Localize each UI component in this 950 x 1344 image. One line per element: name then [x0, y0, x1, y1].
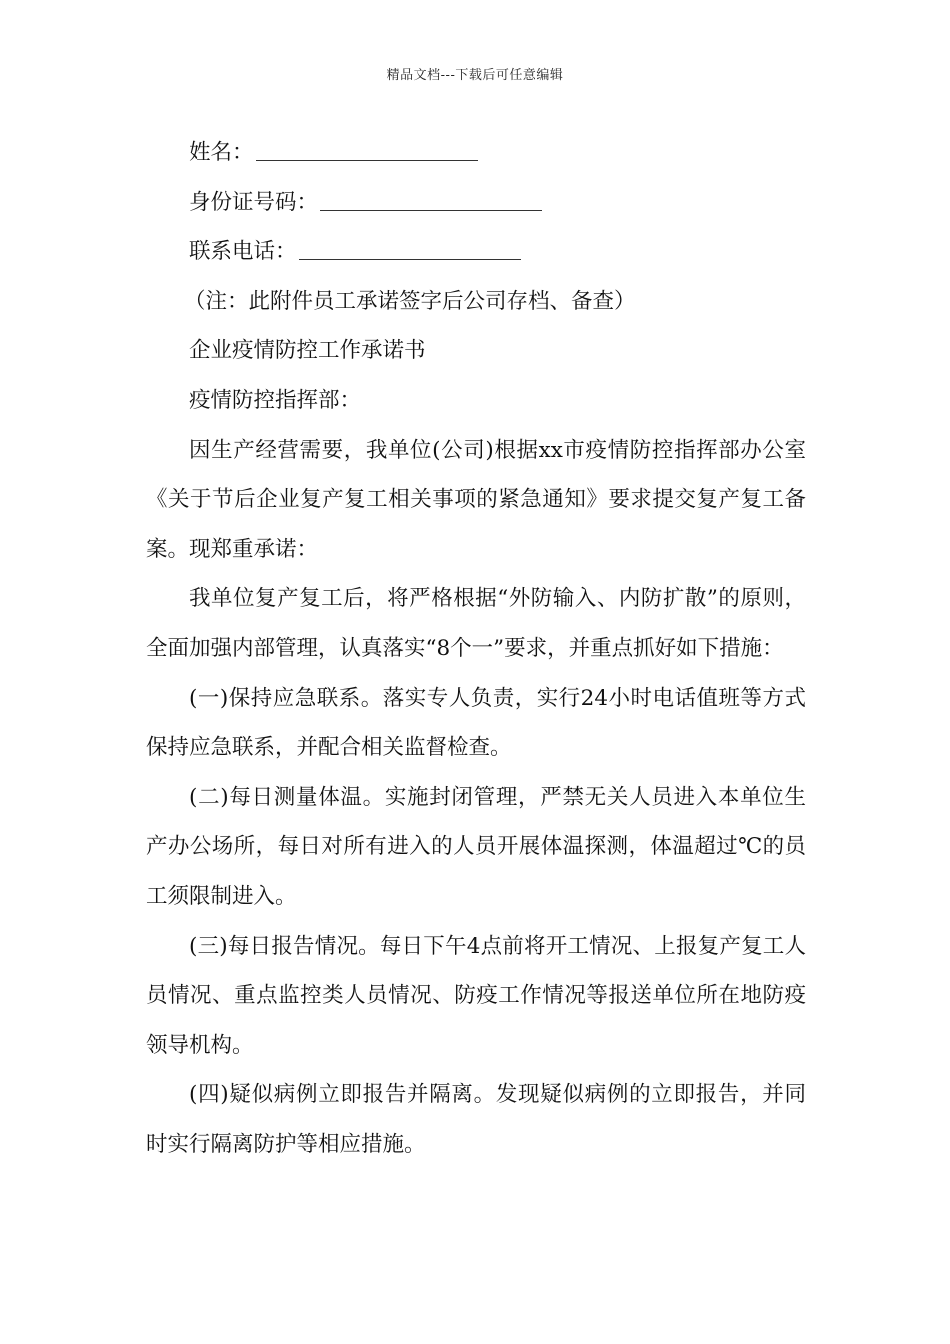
name-blank-line: [256, 132, 478, 161]
measure-4: (四)疑似病例立即报告并隔离。发现疑似病例的立即报告，并同时实行隔离防护等相应措施。: [146, 1082, 806, 1157]
id-row: [146, 178, 806, 228]
measure-3: (三)每日报告情况。每日下午4点前将开工情况、上报复产复工人员情况、重点监控类人员情况、防疫工作情况等报送单位所在地防疫领导机构。: [146, 933, 806, 1058]
document-title: 企业疫情防控工作承诺书: [189, 338, 426, 364]
id-number-blank-line: [320, 182, 542, 211]
paragraph-commitment: 我单位复产复工后，将严格根据“外防输入、内防扩散”的原则，全面加强内部管理，认真落实“8个一”要求，并重点抓好如下措施：: [146, 586, 806, 661]
id-number-label: 身份证号码：: [189, 189, 319, 215]
measure-1: (一)保持应急联系。落实专人负责，实行24小时电话值班等方式保持应急联系，并配合相关监督检查。: [146, 685, 806, 761]
phone-label: 联系电话：: [189, 239, 297, 265]
document-body: [146, 128, 806, 1169]
name-label: 姓名：: [189, 140, 254, 165]
phone-blank-line: [299, 231, 521, 260]
name-row: [146, 128, 806, 178]
phone-row: [146, 227, 806, 277]
addressee: 疫情防控指挥部：: [189, 387, 362, 413]
archive-note: （注：此附件员工承诺签字后公司存档、备查）: [184, 288, 636, 314]
measure-2: (二)每日测量体温。实施封闭管理，严禁无关人员进入本单位生产办公场所，每日对所有进入的人员开展体温探测，体温超过℃的员工须限制进入。: [146, 784, 806, 909]
paragraph-intro: 因生产经营需要，我单位(公司)根据xx市疫情防控指挥部办公室《关于节后企业复产复工相关事项的紧急通知》要求提交复产复工备案。现郑重承诺：: [146, 437, 806, 562]
page-header: 精品文档---下载后可任意编辑: [386, 68, 564, 83]
